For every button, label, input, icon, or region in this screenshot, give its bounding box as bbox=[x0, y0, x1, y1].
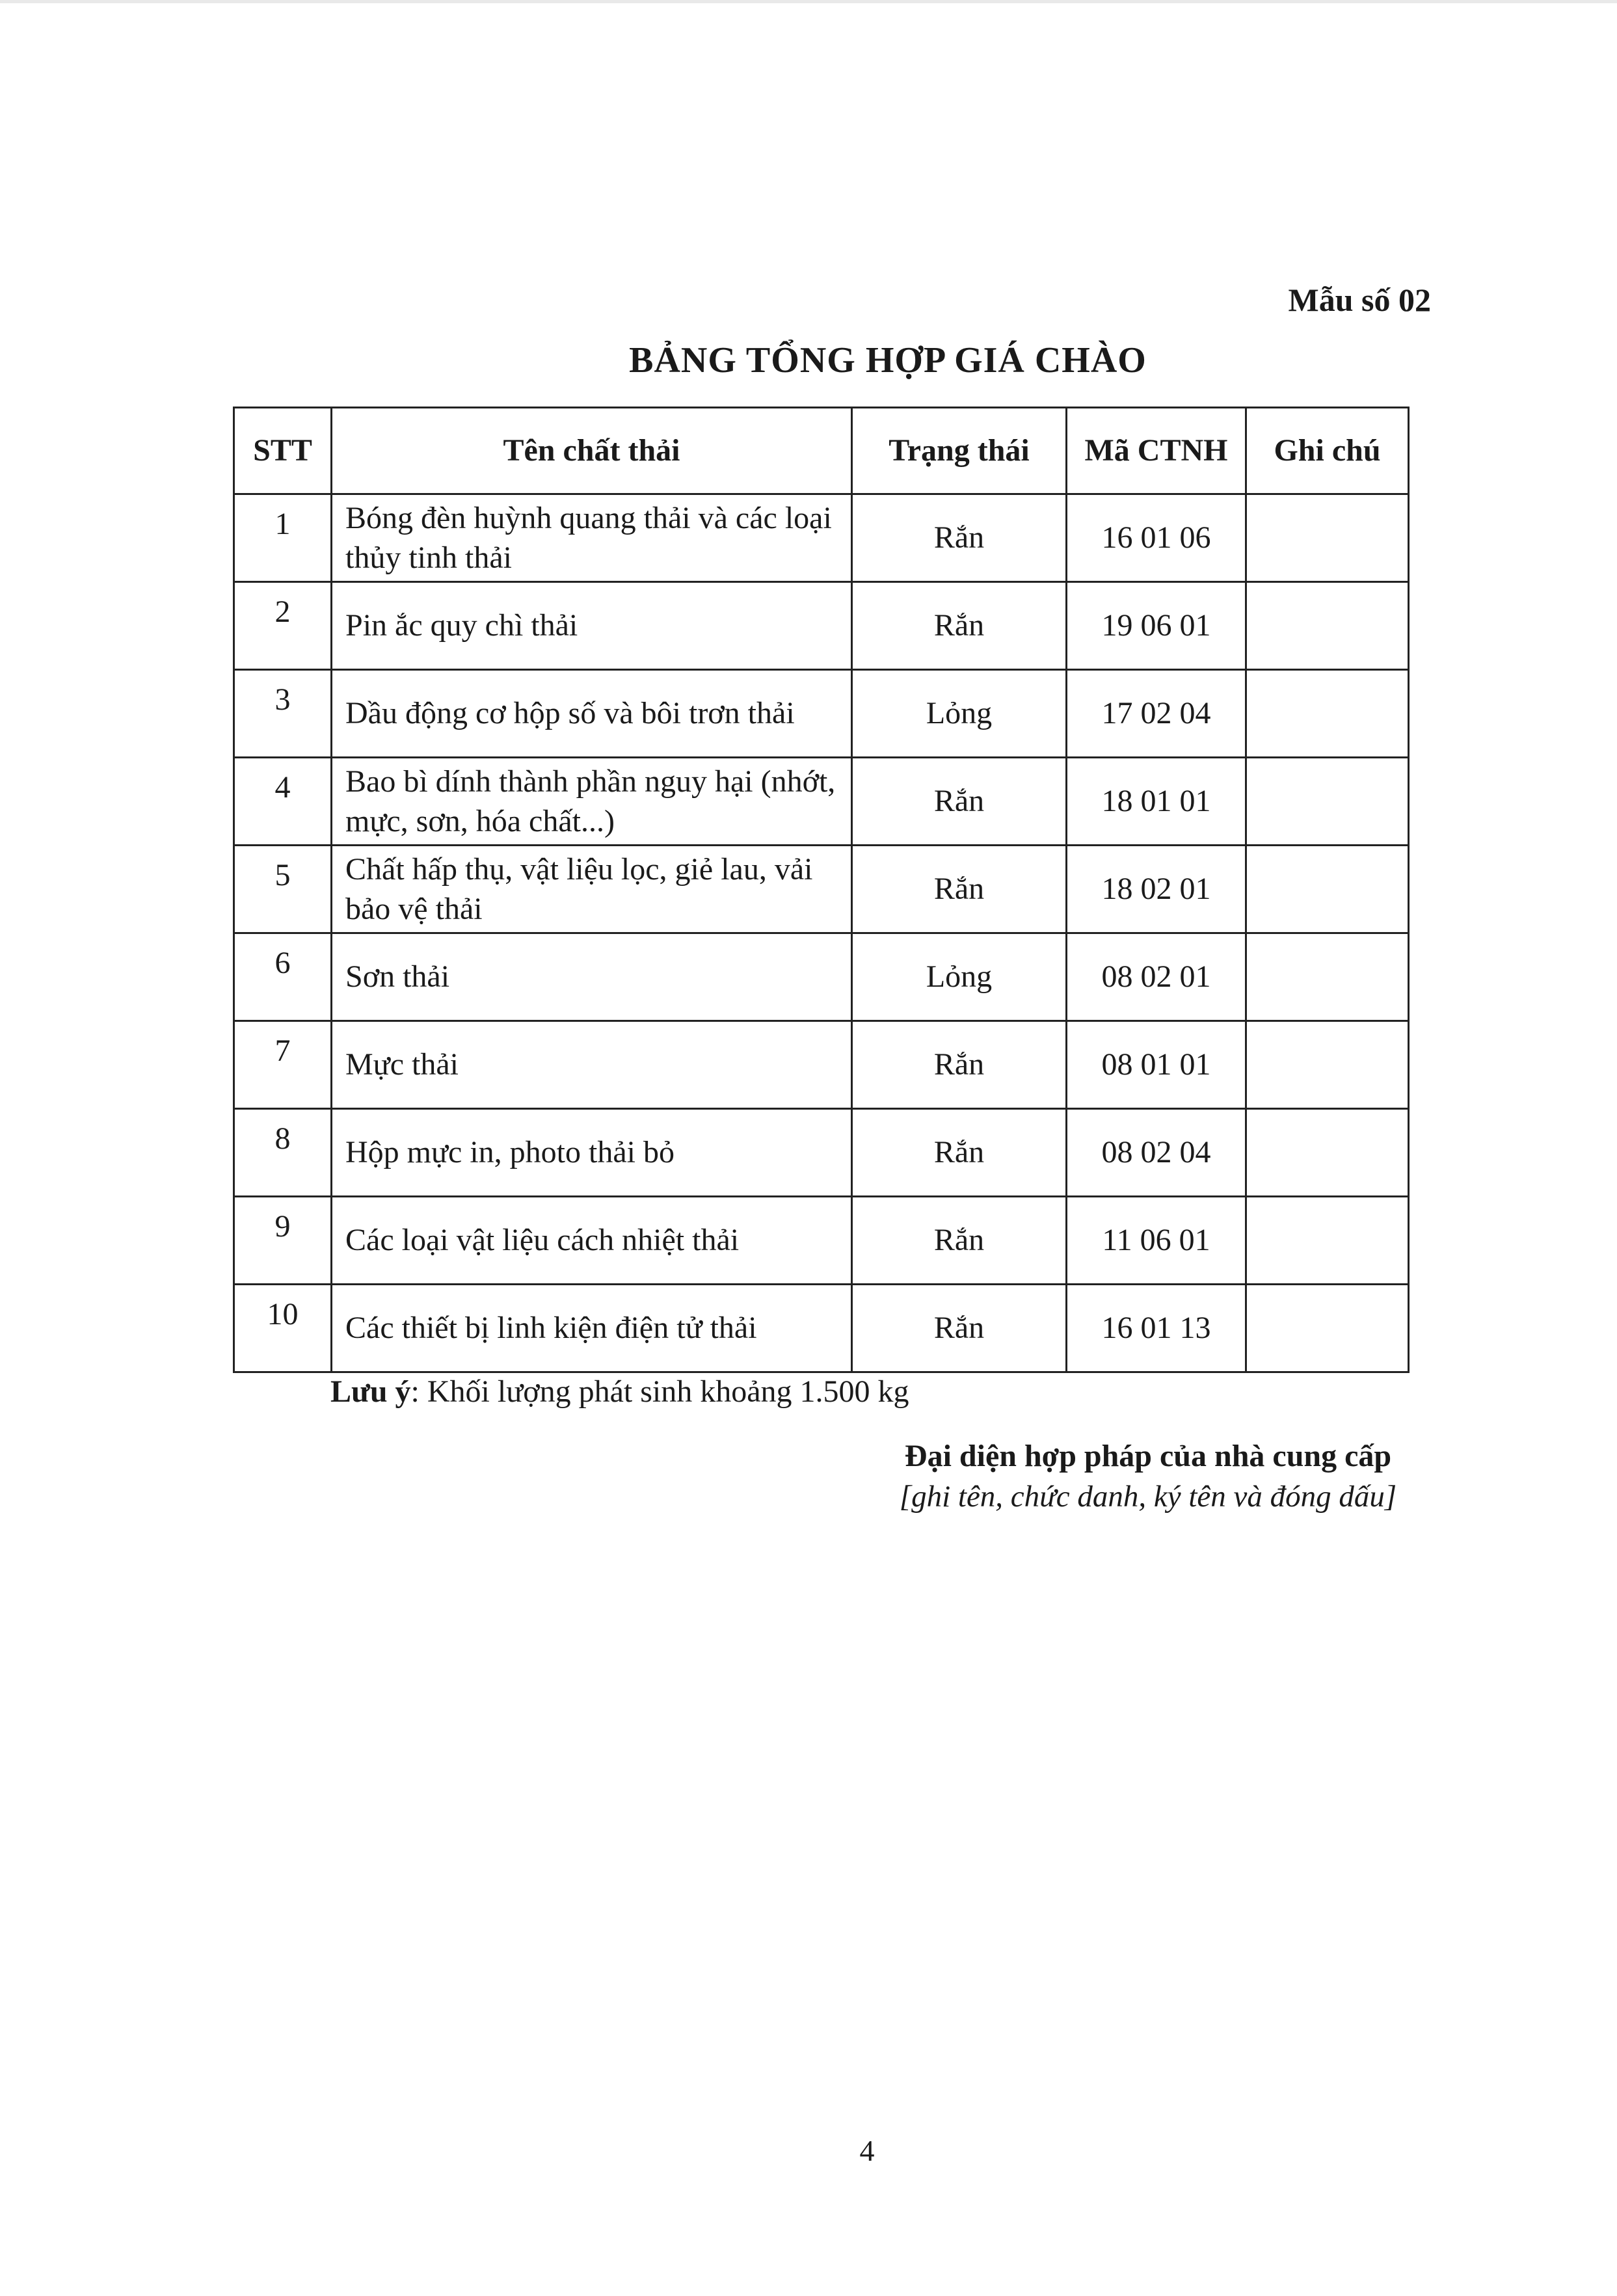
signature-hint: [ghi tên, chức danh, ký tên và đóng dấu] bbox=[899, 1480, 1397, 1514]
table-row bbox=[234, 494, 1409, 582]
cell-note bbox=[1246, 846, 1409, 933]
cell-stt: 10 bbox=[234, 1285, 332, 1372]
table-row bbox=[234, 1197, 1409, 1285]
table-row bbox=[234, 670, 1409, 758]
document-title: BẢNG TỔNG HỢP GIÁ CHÀO bbox=[629, 340, 1147, 380]
cell-waste-code: 08 02 04 bbox=[1067, 1109, 1246, 1197]
cell-waste-code: 08 01 01 bbox=[1067, 1021, 1246, 1109]
cell-waste-name: Sơn thải bbox=[332, 933, 852, 1021]
header-waste-code: Mã CTNH bbox=[1067, 408, 1246, 494]
cell-state: Rắn bbox=[852, 494, 1067, 582]
cell-waste-name: Các thiết bị linh kiện điện tử thải bbox=[332, 1285, 852, 1372]
header-state: Trạng thái bbox=[852, 408, 1067, 494]
cell-stt: 6 bbox=[234, 933, 332, 1021]
cell-stt: 5 bbox=[234, 846, 332, 933]
cell-waste-code: 16 01 13 bbox=[1067, 1285, 1246, 1372]
table-row bbox=[234, 933, 1409, 1021]
cell-stt: 8 bbox=[234, 1109, 332, 1197]
form-number: Mẫu số 02 bbox=[1288, 282, 1431, 318]
cell-state: Rắn bbox=[852, 758, 1067, 846]
cell-state: Rắn bbox=[852, 1285, 1067, 1372]
cell-stt: 1 bbox=[234, 494, 332, 582]
note-text: : Khối lượng phát sinh khoảng 1.500 kg bbox=[410, 1374, 909, 1409]
cell-waste-name: Các loại vật liệu cách nhiệt thải bbox=[332, 1197, 852, 1285]
cell-state: Lỏng bbox=[852, 933, 1067, 1021]
cell-waste-code: 18 02 01 bbox=[1067, 846, 1246, 933]
cell-state: Rắn bbox=[852, 846, 1067, 933]
cell-note bbox=[1246, 582, 1409, 670]
header-stt: STT bbox=[234, 408, 332, 494]
cell-note bbox=[1246, 1285, 1409, 1372]
cell-state: Rắn bbox=[852, 1021, 1067, 1109]
cell-waste-name: Mực thải bbox=[332, 1021, 852, 1109]
signature-block bbox=[846, 1436, 1450, 1517]
header-note: Ghi chú bbox=[1246, 408, 1409, 494]
header-waste-name: Tên chất thải bbox=[332, 408, 852, 494]
cell-note bbox=[1246, 1021, 1409, 1109]
cell-note bbox=[1246, 1197, 1409, 1285]
table-row bbox=[234, 758, 1409, 846]
cell-state: Rắn bbox=[852, 582, 1067, 670]
note-label: Lưu ý bbox=[330, 1374, 411, 1409]
cell-state: Rắn bbox=[852, 1109, 1067, 1197]
cell-waste-code: 08 02 01 bbox=[1067, 933, 1246, 1021]
cell-stt: 4 bbox=[234, 758, 332, 846]
table-header-row bbox=[234, 408, 1409, 494]
cell-note bbox=[1246, 933, 1409, 1021]
cell-stt: 9 bbox=[234, 1197, 332, 1285]
scan-top-edge bbox=[0, 0, 1617, 3]
cell-waste-code: 11 06 01 bbox=[1067, 1197, 1246, 1285]
cell-stt: 7 bbox=[234, 1021, 332, 1109]
cell-waste-name: Pin ắc quy chì thải bbox=[332, 582, 852, 670]
cell-waste-name: Bóng đèn huỳnh quang thải và các loại thủy tinh thải bbox=[332, 494, 852, 582]
cell-note bbox=[1246, 494, 1409, 582]
cell-state: Rắn bbox=[852, 1197, 1067, 1285]
cell-note bbox=[1246, 758, 1409, 846]
cell-waste-code: 19 06 01 bbox=[1067, 582, 1246, 670]
table-row bbox=[234, 1021, 1409, 1109]
table-row bbox=[234, 846, 1409, 933]
cell-note bbox=[1246, 1109, 1409, 1197]
table-row bbox=[234, 1285, 1409, 1372]
cell-note bbox=[1246, 670, 1409, 758]
cell-waste-name: Hộp mực in, photo thải bỏ bbox=[332, 1109, 852, 1197]
cell-waste-name: Bao bì dính thành phần nguy hại (nhớt, mực, sơn, hóa chất...) bbox=[332, 758, 852, 846]
table-row bbox=[234, 582, 1409, 670]
cell-waste-code: 18 01 01 bbox=[1067, 758, 1246, 846]
cell-waste-name: Dầu động cơ hộp số và bôi trơn thải bbox=[332, 670, 852, 758]
quotation-table bbox=[233, 407, 1410, 1373]
quantity-note bbox=[330, 1374, 909, 1409]
signature-title: Đại diện hợp pháp của nhà cung cấp bbox=[904, 1439, 1392, 1473]
cell-state: Lỏng bbox=[852, 670, 1067, 758]
cell-waste-code: 17 02 04 bbox=[1067, 670, 1246, 758]
page-number: 4 bbox=[859, 2134, 875, 2167]
cell-waste-name: Chất hấp thụ, vật liệu lọc, giẻ lau, vải bảo vệ thải bbox=[332, 846, 852, 933]
cell-stt: 3 bbox=[234, 670, 332, 758]
table-row bbox=[234, 1109, 1409, 1197]
cell-waste-code: 16 01 06 bbox=[1067, 494, 1246, 582]
cell-stt: 2 bbox=[234, 582, 332, 670]
